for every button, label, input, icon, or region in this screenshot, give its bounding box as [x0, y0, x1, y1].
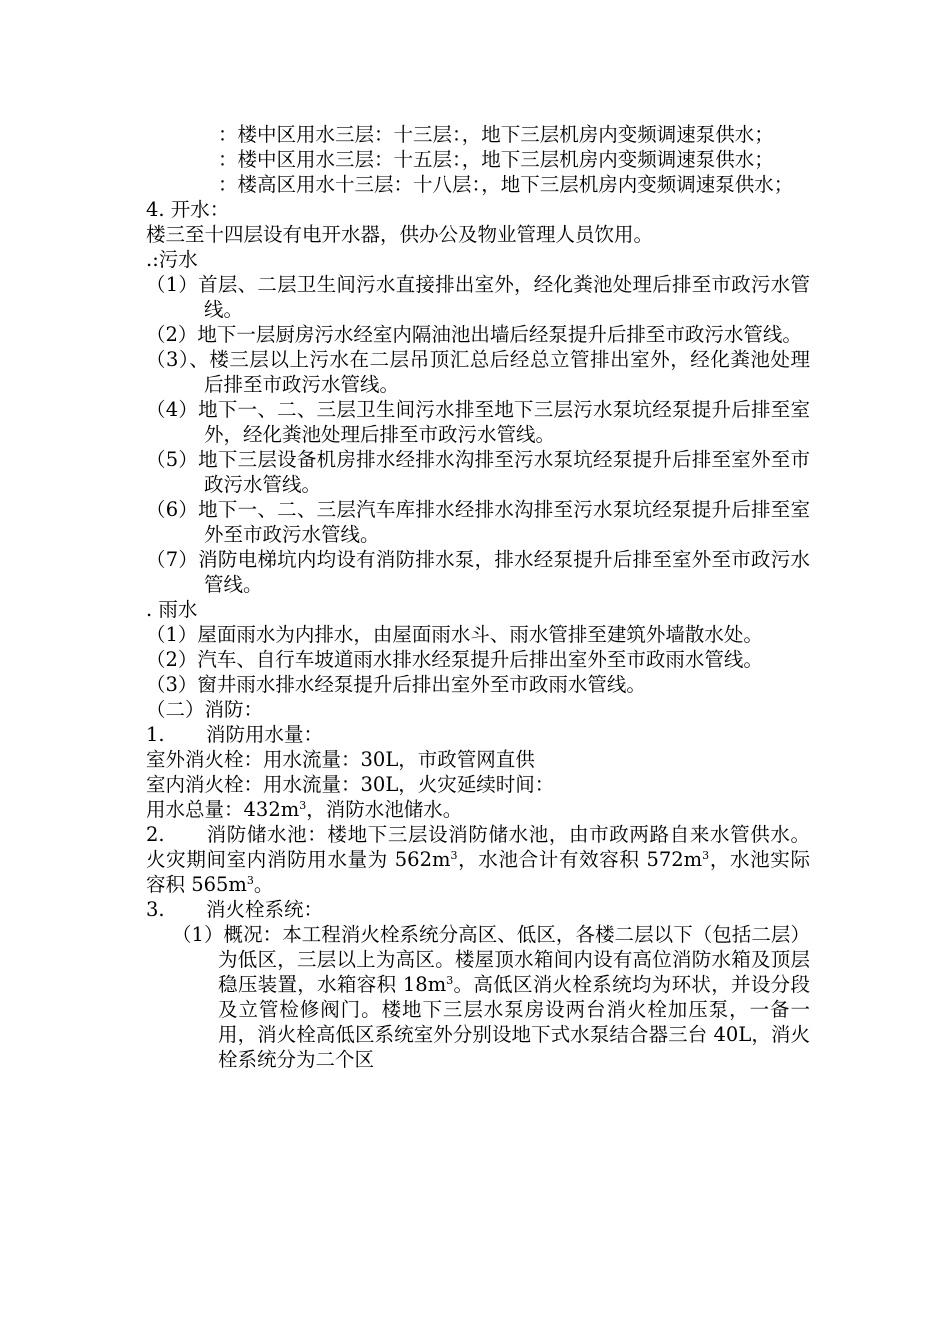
rain-item: （2）汽车、自行车坡道雨水排水经泵提升后排出室外至市政雨水管线。 [146, 648, 763, 671]
fire-section-1-heading [146, 722, 810, 747]
section-number: 2. [146, 823, 165, 846]
section-text: 。 [253, 873, 274, 896]
overview-text: （1）概况：本工程消火栓系统分高区、低区，各楼二层以下（包括二层）为低区，三层以上为高区。楼屋顶水箱间内设有高位消防水箱及顶层稳压装置，水箱容积 18m [172, 923, 810, 996]
sewage-item: （3）、楼三层以上污水在二层吊顶汇总后经总立管排出室外，经化粪池处理后排至市政污水管线。 [146, 348, 810, 396]
water-zone-text: ：楼中区用水三层：十三层：，地下三层机房内变频调速泵供水； [218, 123, 774, 146]
total-water-text: 用水总量：432m [146, 798, 300, 821]
total-water-line [146, 797, 810, 822]
sewage-item: （6）地下一、二、三层汽车库排水经排水沟排至污水泵坑经泵提升后排至室外至市政污水管线。 [146, 498, 810, 546]
sewage-item: （7）消防电梯坑内均设有消防排水泵，排水经泵提升后排至室外至市政污水管线。 [146, 548, 810, 596]
outdoor-hydrant-line: 室外消火栓：用水流量：30L，市政管网直供 [146, 748, 535, 771]
water-zone-line [146, 122, 810, 147]
section-number: 1. [146, 723, 165, 746]
fire-section-3-heading [146, 897, 810, 922]
sewage-item: （1）首层、二层卫生间污水直接排出室外，经化粪池处理后排至市政污水管线。 [146, 273, 810, 321]
fire-heading: （二）消防： [146, 698, 264, 721]
superscript: 3 [246, 874, 254, 887]
sewage-item: （5）地下三层设备机房排水经排水沟排至污水泵坑经泵提升后排至室外至市政污水管线。 [146, 448, 810, 496]
section-title: 消火栓系统： [206, 898, 324, 921]
rain-item: （1）屋面雨水为内排水，由屋面雨水斗、雨水管排至建筑外墙散水处。 [146, 623, 763, 646]
rain-heading: . 雨水 [146, 598, 198, 621]
sewage-heading: .:污水 [146, 248, 198, 271]
section-number: 3. [146, 898, 165, 921]
overview-text: 。高低区消火栓系统均为环状，并设分段及立管检修阀门。楼地下三层水泵房设两台消火栓加压泵，一备一用，消火栓高低区系统室外分别设地下式水泵结合器三台 40L，消火栓系统分为二个区 [218, 973, 810, 1071]
superscript: 3 [702, 849, 710, 862]
total-water-text: ，消防水池储水。 [306, 798, 463, 821]
boiling-water-heading: 4. 开水： [146, 198, 230, 221]
section-text: ，水池合计有效容积 572m [457, 848, 703, 871]
section-text: ，水池实际容积 565m [146, 848, 810, 896]
superscript: 3 [446, 974, 454, 987]
fire-section-2 [146, 822, 810, 897]
water-zone-text: ：楼高区用水十三层：十八层：，地下三层机房内变频调速泵供水； [218, 173, 794, 196]
superscript: 3 [299, 799, 307, 812]
water-zone-text: ：楼中区用水三层：十五层：，地下三层机房内变频调速泵供水； [218, 148, 774, 171]
superscript: 3 [450, 849, 458, 862]
section-title: 消防用水量： [206, 723, 324, 746]
section-text: 消防储水池：楼地下三层设消防储水池，由市政两路自来水管供水。火灾期间室内消防用水量为 562m [146, 823, 810, 871]
rain-item: （3）窗井雨水排水经泵提升后排出室外至市政雨水管线。 [146, 673, 646, 696]
sewage-item: （4）地下一、二、三层卫生间污水排至地下三层污水泵坑经泵提升后排至室外，经化粪池处理后排至市政污水管线。 [146, 398, 810, 446]
boiling-water-text: 楼三至十四层设有电开水器，供办公及物业管理人员饮用。 [146, 223, 654, 246]
document-body [146, 122, 810, 1072]
hydrant-overview-item [146, 922, 810, 1072]
indoor-hydrant-line: 室内消火栓：用水流量：30L，火灾延续时间： [146, 773, 555, 796]
water-zone-line [146, 147, 810, 172]
sewage-item: （2）地下一层厨房污水经室内隔油池出墙后经泵提升后排至市政污水管线。 [146, 323, 802, 346]
water-zone-line [146, 172, 810, 197]
